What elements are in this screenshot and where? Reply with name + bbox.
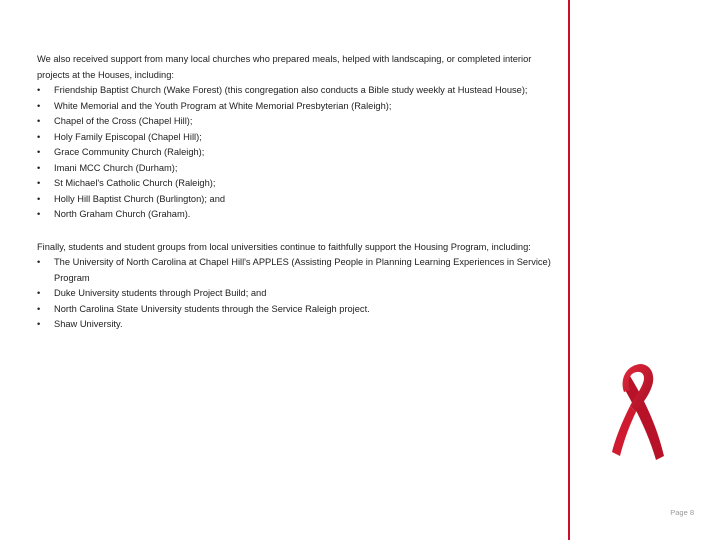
list-item (37, 192, 557, 208)
list-item (37, 317, 557, 333)
list-item-text: North Carolina State University students through the Service Raleigh project. (54, 303, 370, 314)
bullet-icon: • (37, 162, 41, 173)
main-content (37, 52, 557, 333)
list-item-text: Grace Community Church (Raleigh); (54, 147, 205, 157)
list-item (37, 145, 557, 161)
list-item-text: North Graham Church (Graham). (54, 209, 191, 219)
churches-list (37, 83, 557, 223)
bullet-icon: • (37, 193, 41, 204)
bullet-icon: • (37, 319, 41, 329)
list-item (37, 255, 557, 286)
bullet-icon: • (37, 178, 41, 188)
bullet-icon: • (37, 100, 41, 111)
bullet-icon: • (37, 85, 41, 95)
list-item-text: Duke University students through Project Build; and (54, 288, 267, 298)
list-item-text: White Memorial and the Youth Program at White Memorial Presbyterian (Raleigh); (54, 100, 392, 111)
list-item (37, 161, 557, 177)
list-item (37, 83, 557, 99)
list-item (37, 130, 557, 146)
bullet-icon: • (37, 131, 41, 142)
list-item-text: St Michael's Catholic Church (Raleigh); (54, 178, 216, 188)
universities-list (37, 255, 557, 333)
red-vertical-rule (568, 0, 570, 540)
list-item (37, 302, 557, 318)
list-item-text: Holy Family Episcopal (Chapel Hill); (54, 131, 202, 142)
bullet-icon: • (37, 147, 41, 157)
list-item-text: Friendship Baptist Church (Wake Forest) (this congregation also conducts a Bible study weekly at Hustead House); (54, 85, 528, 95)
universities-intro: Finally, students and student groups from local universities continue to faithfully support the Housing Program, including: (37, 241, 531, 252)
bullet-icon: • (37, 257, 41, 267)
list-item-text: Holly Hill Baptist Church (Burlington); and (54, 193, 226, 204)
bullet-icon: • (37, 209, 41, 219)
list-item-text: Chapel of the Cross (Chapel Hill); (54, 116, 193, 126)
list-item (37, 99, 557, 115)
list-item (37, 286, 557, 302)
bullet-icon: • (37, 303, 41, 314)
list-item (37, 114, 557, 130)
list-item-text: Shaw University. (54, 319, 123, 329)
list-item (37, 207, 557, 223)
bullet-icon: • (37, 288, 41, 298)
list-item-text: The University of North Carolina at Chapel Hill's APPLES (Assisting People in Planning Learning Experiences in Service) Program (54, 257, 551, 283)
page-number: Page 8 (670, 508, 694, 517)
list-item-text: Imani MCC Church (Durham); (54, 162, 178, 173)
bullet-icon: • (37, 116, 41, 126)
red-ribbon-icon (612, 362, 668, 462)
list-item (37, 176, 557, 192)
churches-intro: We also received support from many local churches who prepared meals, helped with landscaping, or completed interior projects at the Houses, including: (37, 54, 532, 80)
